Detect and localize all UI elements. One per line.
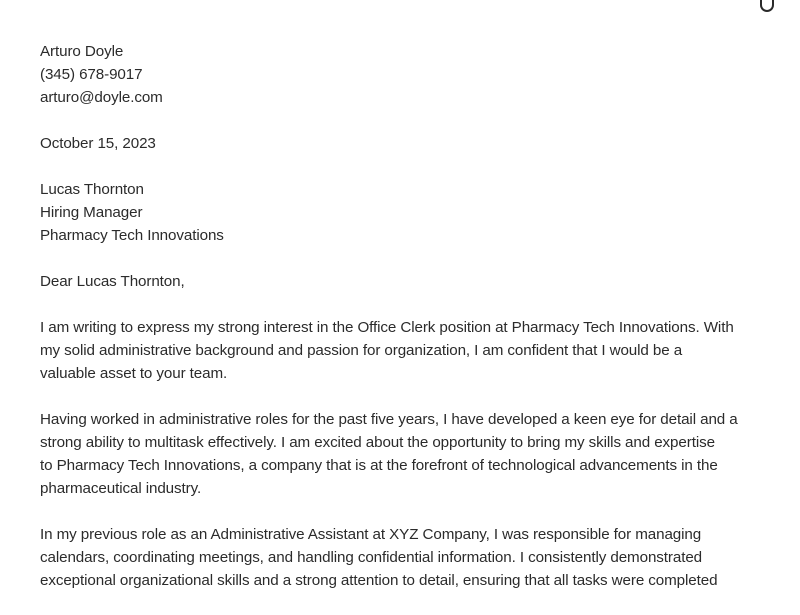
recipient-name: Lucas Thornton	[40, 181, 144, 198]
salutation-block	[40, 270, 770, 293]
paragraph-line: valuable asset to your team.	[40, 365, 228, 382]
paragraph-line: pharmaceutical industry.	[40, 480, 202, 497]
body-paragraph-2	[40, 408, 770, 500]
cover-letter	[40, 40, 770, 615]
paragraph-line: In my previous role as an Administrative Assistant at XYZ Company, I was responsible for managing	[40, 526, 702, 543]
paragraph-line: strong ability to multitask effectively. I am excited about the opportunity to bring my skills and expertise	[40, 434, 715, 451]
sender-name: Arturo Doyle	[40, 43, 124, 60]
sender-phone: (345) 678-9017	[40, 66, 143, 83]
sender-block	[40, 40, 770, 109]
salutation: Dear Lucas Thornton,	[40, 273, 185, 290]
recipient-company: Pharmacy Tech Innovations	[40, 227, 224, 244]
paragraph-line: calendars, coordinating meetings, and handling confidential information. I consistently demonstrated	[40, 549, 703, 566]
paragraph-line: I am writing to express my strong interest in the Office Clerk position at Pharmacy Tech Innovations. With	[40, 319, 734, 336]
letter-date: October 15, 2023	[40, 135, 156, 152]
date-block	[40, 132, 770, 155]
body-paragraph-3	[40, 523, 770, 592]
paragraph-line: my solid administrative background and passion for organization, I am confident that I would be a	[40, 342, 683, 359]
paragraph-line: exceptional organizational skills and a strong attention to detail, ensuring that all tasks were completed	[40, 572, 718, 589]
partial-rounded-icon	[760, 0, 774, 12]
sender-email: arturo@doyle.com	[40, 89, 163, 106]
recipient-title: Hiring Manager	[40, 204, 143, 221]
body-paragraph-1	[40, 316, 770, 385]
recipient-block	[40, 178, 770, 247]
paragraph-line: Having worked in administrative roles for the past five years, I have developed a keen eye for detail and a	[40, 411, 738, 428]
paragraph-line: to Pharmacy Tech Innovations, a company that is at the forefront of technological advancements in the	[40, 457, 718, 474]
